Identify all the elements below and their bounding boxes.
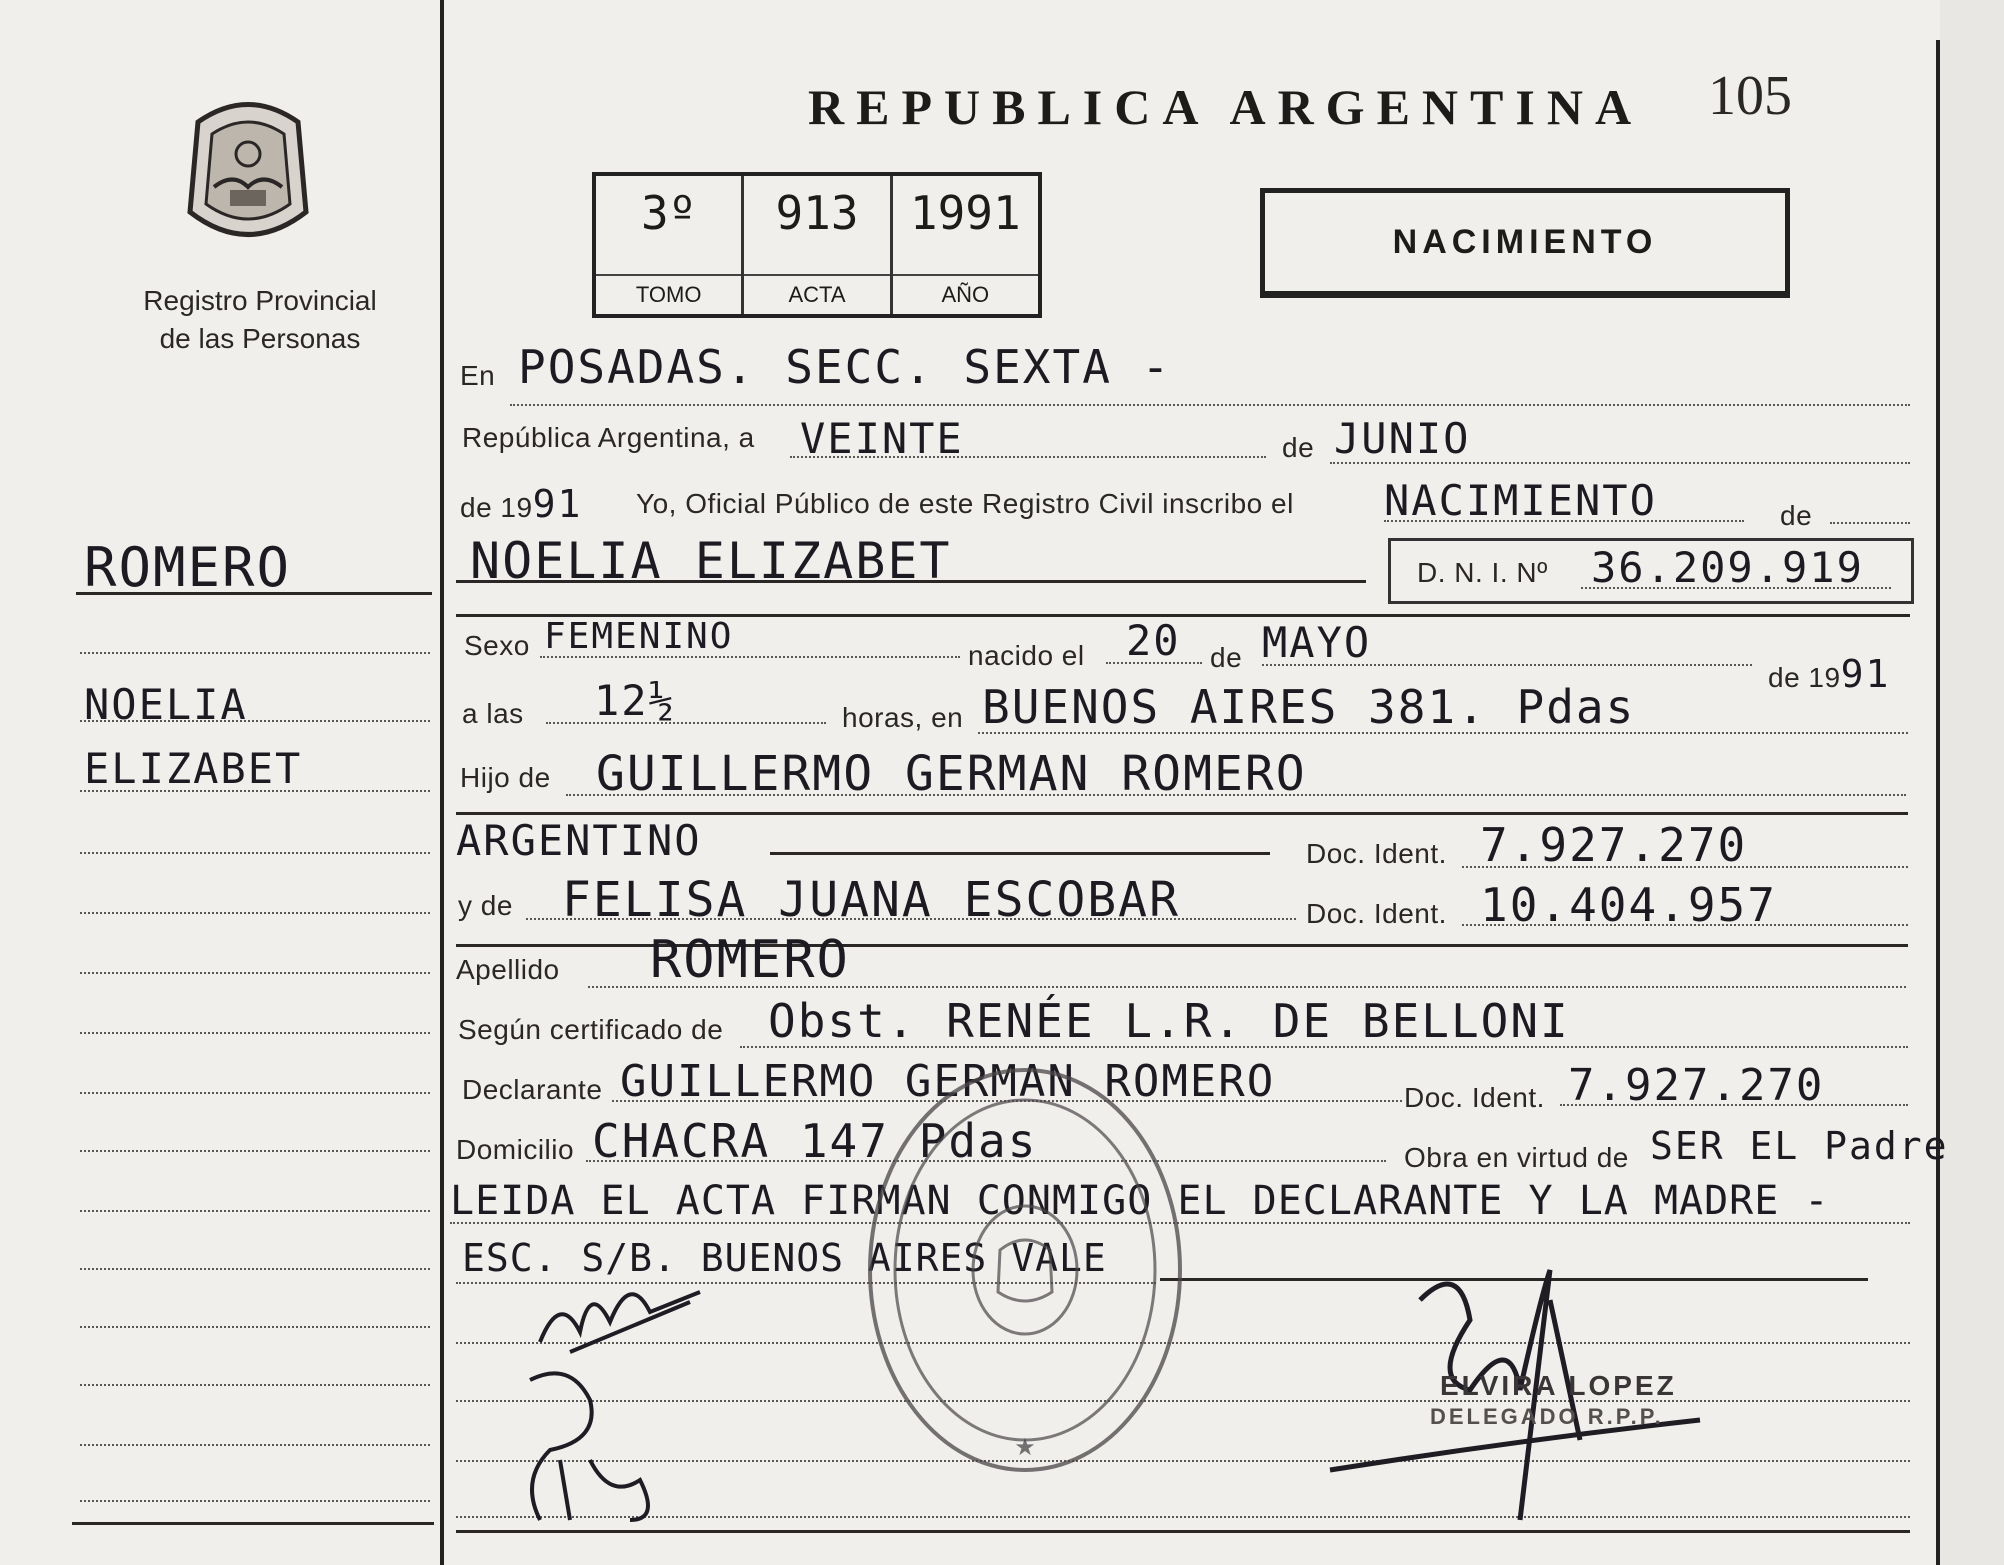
mother-doc: 10.404.957 [1480, 878, 1777, 932]
line [1262, 664, 1752, 666]
province-seal-icon [178, 92, 318, 252]
birth-day: 20 [1126, 616, 1181, 665]
birth-hour: 12½ [594, 676, 676, 725]
child-name: NOELIA ELIZABET [470, 532, 952, 590]
acta-label: ACTA [744, 274, 889, 308]
document-title: REPUBLICA ARGENTINA [808, 79, 1644, 135]
label-oficial: Yo, Oficial Público de este Registro Civil inscribo el [636, 488, 1294, 519]
margin-line [80, 1326, 430, 1328]
dni-value: 36.209.919 [1591, 543, 1864, 592]
father-doc: 7.927.270 [1480, 818, 1748, 872]
dni-label: D. N. I. Nº [1417, 557, 1548, 588]
margin-given-name-1: NOELIA [84, 680, 248, 729]
event-value: NACIMIENTO [1384, 476, 1657, 525]
margin-line [76, 592, 432, 595]
dni-box [1388, 538, 1914, 604]
label-horas: horas, en [842, 702, 964, 733]
line [790, 456, 1266, 458]
registry-line-2: de las Personas [159, 323, 361, 354]
line [1384, 520, 1744, 522]
officer-stamp-name: ELVIRA LOPEZ [1440, 1370, 1677, 1401]
acta-value: 913 [775, 186, 859, 240]
label-segun: Según certificado de [458, 1014, 724, 1045]
margin-line [80, 972, 430, 974]
label-domicilio: Domicilio [456, 1134, 575, 1165]
line [456, 580, 1366, 583]
margin-line [80, 720, 430, 722]
acta-cell [744, 176, 892, 314]
label-y-de: y de [458, 890, 513, 921]
margin-line [80, 912, 430, 914]
tomo-label: TOMO [596, 274, 741, 308]
line [1462, 924, 1908, 926]
birth-place: BUENOS AIRES 381. Pdas [982, 680, 1636, 734]
declarante-doc: 7.927.270 [1568, 1060, 1825, 1111]
margin-line [80, 1210, 430, 1212]
line [456, 812, 1908, 815]
note-line-2: ESC. S/B. BUENOS AIRES VALE [462, 1236, 1107, 1280]
label-en: En [460, 360, 496, 391]
label-obra: Obra en virtud de [1404, 1142, 1629, 1173]
margin-line [80, 1384, 430, 1386]
line [566, 794, 1906, 796]
line [526, 918, 1296, 920]
label-year [1768, 652, 1890, 696]
label-year [460, 482, 582, 526]
tomo-cell [596, 176, 744, 314]
label-doc-ident: Doc. Ident. [1404, 1082, 1545, 1113]
margin-bottom-line [72, 1522, 434, 1525]
registry-name [100, 282, 420, 358]
label-de: de [1282, 432, 1315, 463]
record-type-box: NACIMIENTO [1260, 188, 1790, 298]
mother-name: FELISA JUANA ESCOBAR [562, 872, 1180, 928]
signature-mother-icon [510, 1360, 670, 1530]
label-de: de [1780, 500, 1813, 531]
anio-label: AÑO [893, 274, 1038, 308]
margin-divider [440, 0, 444, 1565]
label-declarante: Declarante [462, 1074, 603, 1105]
label-doc-ident: Doc. Ident. [1306, 898, 1447, 929]
birth-month: MAYO [1262, 618, 1372, 667]
page-number: 105 [1708, 65, 1792, 127]
margin-line [80, 1268, 430, 1270]
registry-line-1: Registro Provincial [143, 285, 377, 316]
line [770, 852, 1270, 855]
label-a-las: a las [462, 698, 524, 729]
margin-line [80, 1032, 430, 1034]
signature-declarant-icon [530, 1262, 710, 1372]
birth-year-suffix: 91 [1840, 652, 1891, 696]
margin-line [80, 1092, 430, 1094]
month-registered: JUNIO [1334, 414, 1471, 463]
place-value: POSADAS. SECC. SEXTA - [518, 340, 1172, 394]
line [1462, 866, 1908, 868]
line [1106, 662, 1202, 664]
line [1581, 587, 1891, 589]
day-written: VEINTE [800, 414, 964, 463]
line [510, 404, 1910, 406]
father-nationality: ARGENTINO [456, 816, 702, 865]
margin-line [80, 852, 430, 854]
margin-line [80, 790, 430, 792]
year-prefix: de 19 [460, 492, 533, 523]
year-suffix: 91 [532, 482, 583, 526]
tomo-value: 3º [640, 186, 697, 240]
note-line-1: LEIDA EL ACTA FIRMAN CONMIGO EL DECLARANTE Y LA MADRE - [450, 1178, 1830, 1224]
label-doc-ident: Doc. Ident. [1306, 838, 1447, 869]
record-number-box [592, 172, 1042, 318]
birth-year-prefix: de 19 [1768, 662, 1841, 693]
line [740, 1046, 1908, 1048]
label-sexo: Sexo [464, 630, 530, 661]
obra-value: SER EL Padre [1650, 1124, 1949, 1168]
margin-surname: ROMERO [84, 536, 292, 599]
label-apellido: Apellido [456, 954, 560, 985]
anio-cell [893, 176, 1038, 314]
certificado-value: Obst. RENÉE L.R. DE BELLONI [768, 994, 1570, 1048]
label-republica: República Argentina, a [462, 422, 755, 453]
label-hijo-de: Hijo de [460, 762, 551, 793]
svg-text:★: ★ [1014, 1434, 1036, 1461]
label-de: de [1210, 642, 1243, 673]
father-name: GUILLERMO GERMAN ROMERO [596, 746, 1307, 802]
margin-given-name-2: ELIZABET [84, 744, 303, 793]
line [1830, 522, 1910, 524]
right-border [1936, 40, 1940, 1565]
officer-stamp-title: DELEGADO R.P.P. [1430, 1404, 1664, 1429]
margin-line [80, 1444, 430, 1446]
domicilio-value: CHACRA 147 Pdas [592, 1114, 1038, 1168]
declarante-value: GUILLERMO GERMAN ROMERO [620, 1056, 1276, 1107]
margin-line [80, 1150, 430, 1152]
line [978, 732, 1908, 734]
sexo-value: FEMENINO [544, 616, 734, 657]
margin-line [80, 1500, 430, 1502]
label-nacido: nacido el [968, 640, 1085, 671]
line [588, 986, 1906, 988]
line [540, 656, 960, 658]
line [1560, 1104, 1908, 1106]
anio-value: 1991 [909, 186, 1021, 240]
apellido-value: ROMERO [650, 930, 850, 990]
line [1330, 462, 1910, 464]
margin-line [80, 652, 430, 654]
line [456, 1530, 1910, 1533]
line [546, 722, 826, 724]
official-stamp-icon [860, 1060, 1190, 1480]
